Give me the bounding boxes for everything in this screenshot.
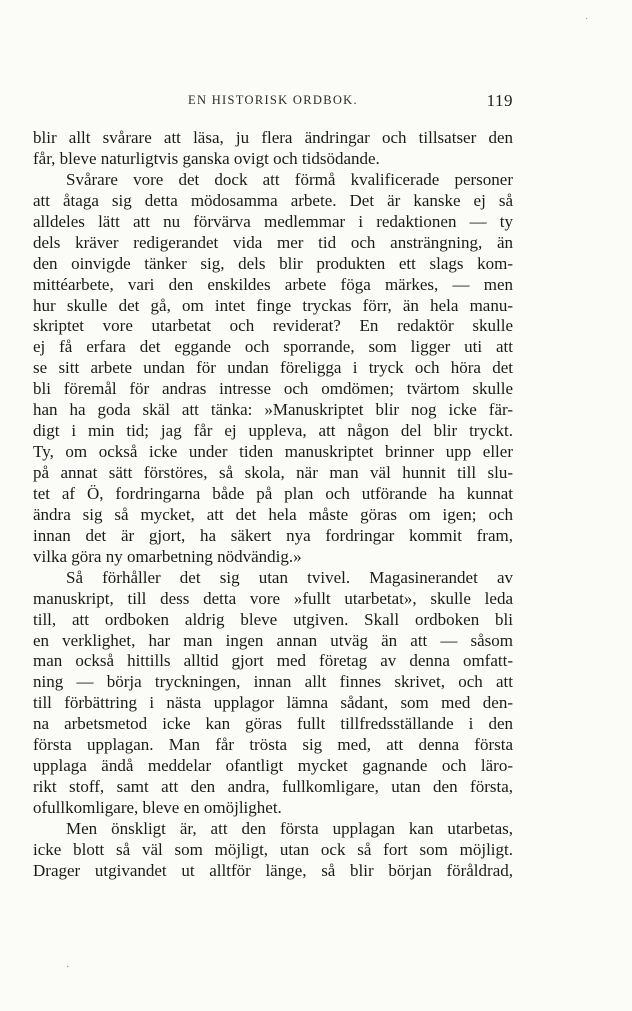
- text-line: ej få erfara det eggande och sporrande, som ligger uti att: [33, 337, 513, 357]
- text-line: vilka göra ny omarbetning nödvändig.»: [33, 546, 302, 566]
- text-line: hur skulle det gå, om intet finge tryckas förr, än hela manu-: [33, 295, 513, 315]
- text-line: na arbetsmetod icke kan göras fullt tillfredsställande i den: [33, 714, 513, 734]
- text-line: manuskript, till dess detta vore »fullt utarbetat», skulle leda: [33, 588, 513, 608]
- text-line: mittéarbete, vari den enskildes arbete föga märkes, — men: [33, 274, 513, 294]
- page-speck: ·: [66, 962, 70, 973]
- text-line: ändra sig så mycket, att det hela måste göras om igen; och: [33, 504, 513, 524]
- text-line: till, att ordboken aldrig bleve utgiven. Skall ordboken bli: [33, 609, 513, 629]
- text-line: att åtaga sig detta mödosamma arbete. Det är kanske ej så: [33, 190, 513, 210]
- text-line: man också hittills alltid gjort med företag av denna omfatt-: [33, 651, 513, 671]
- text-line: på annat sätt förstöres, så skola, när man väl hunnit till slu-: [33, 463, 513, 482]
- text-line: den oinvigde tänker sig, dels blir produkten ett slags kom-: [33, 253, 513, 273]
- text-line: blir allt svårare att läsa, ju flera ändringar och tillsatser den: [33, 128, 513, 147]
- text-line: se sitt arbete undan för undan föreligga i tryck och höra det: [33, 358, 513, 378]
- text-line: ofullkomligare, bleve en omöjlighet.: [33, 798, 282, 817]
- text-line: bli föremål för andras intresse och omdömen; tvärtom skulle: [33, 379, 513, 399]
- text-line: första upplagan. Man får trösta sig med, att denna första: [33, 735, 513, 755]
- text-line: får, bleve naturligtvis ganska ovigt och tidsödande.: [33, 148, 380, 168]
- text-line: han ha goda skäl att tänka: »Manuskriptet blir nog icke fär-: [33, 400, 513, 420]
- text-line: tet af Ö, fordringarna både på plan och utförande ha kunnat: [33, 483, 513, 503]
- page-header: [33, 93, 513, 113]
- text-line: icke blott så väl som möjligt, utan ock så fort som möjligt.: [33, 839, 513, 859]
- text-line: till förbättring i nästa upplagor lämna sådant, som med den-: [33, 693, 513, 713]
- text-line: upplaga ändå meddelar ofantligt mycket gagnande och läro-: [33, 756, 513, 776]
- text-line: Drager utgivandet ut alltför länge, så blir början föråldrad,: [33, 860, 513, 880]
- text-line: Så förhåller det sig utan tvivel. Magasinerandet av: [66, 567, 513, 587]
- text-line: innan det är gjort, ha säkert nya fordringar kommit fram,: [33, 525, 513, 545]
- text-line: Men önskligt är, att den första upplagan kan utarbetas,: [66, 818, 513, 838]
- text-line: Svårare vore det dock att förmå kvalificerade personer: [66, 169, 513, 189]
- page-speck: ·: [585, 14, 589, 25]
- text-line: Ty, om också icke under tiden manuskriptet brinner upp eller: [33, 442, 513, 462]
- text-line: ning — börja tryckningen, innan allt finnes skrivet, och att: [33, 672, 513, 692]
- page-number: 119: [486, 91, 513, 110]
- running-title: EN HISTORISK ORDBOK.: [188, 93, 358, 107]
- text-line: en verklighet, har man ingen annan utväg än att — såsom: [33, 630, 513, 650]
- text-line: alldeles lätt att nu förvärva medlemmar i redaktionen — ty: [33, 211, 513, 231]
- body-text: [33, 128, 513, 882]
- text-line: rikt stoff, samt att den andra, fullkomligare, utan den första,: [33, 777, 513, 797]
- text-line: skriptet vore utarbetat och reviderat? En redaktör skulle: [33, 316, 513, 336]
- text-line: digt i min tid; jag får ej uppleva, att någon del blir tryckt.: [33, 421, 513, 441]
- text-line: dels kräver redigerandet vida mer tid och ansträngning, än: [33, 232, 513, 252]
